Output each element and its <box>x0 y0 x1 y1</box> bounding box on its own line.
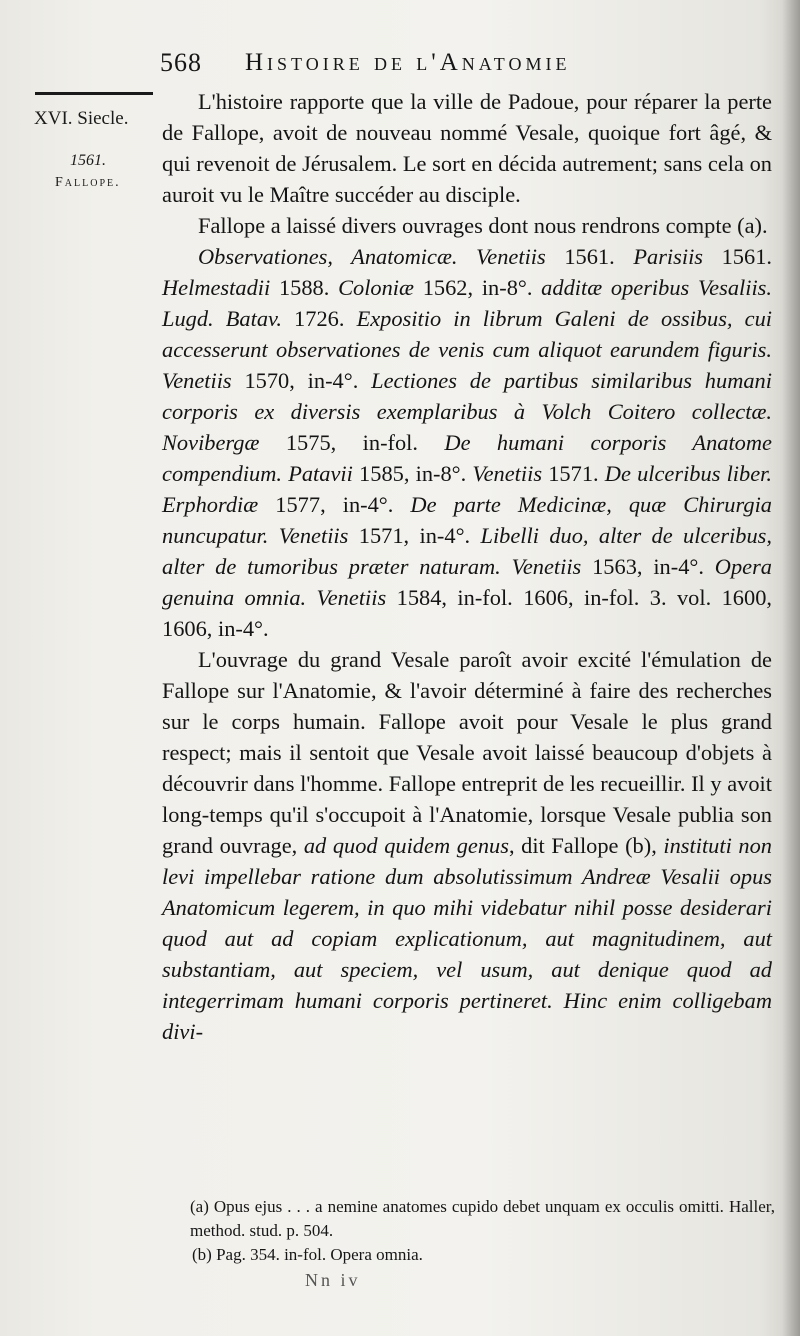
text-run: Observationes, Anatomicæ. Venetiis <box>198 244 565 269</box>
text-run: De parte Medicinæ, quæ Chirurgia nuncupatur. Venetiis <box>162 492 772 548</box>
page-gutter-shadow <box>782 0 800 1336</box>
margin-year: 1561. <box>70 152 106 169</box>
text-run: 1726. <box>294 306 357 331</box>
text-run: 1585, in-8°. <box>359 461 473 486</box>
page-number: 568 <box>160 48 202 77</box>
text-run: 1588. <box>278 275 339 300</box>
text-run: De humani corporis Anatome compendium. Patavii <box>162 430 772 486</box>
text-run: De ulceribus liber. Erphordiæ <box>162 461 772 517</box>
text-run: 1575, in-fol. <box>285 430 445 455</box>
signature-mark: Nn iv <box>305 1270 361 1290</box>
footnote-a: (a) Opus ejus . . . a nemine anatomes cupido debet unquam ex occulis omitti. Haller, method. stud. p. 504. <box>190 1197 775 1240</box>
text-run: 1561. <box>721 244 772 269</box>
text-run: Expositio in librum Galeni de ossibus, cui accesserunt observationes de venis cum aliquot earundem figuris. Venetiis <box>162 306 772 393</box>
paragraph-4 <box>162 644 772 1047</box>
text-run: instituti non levi impellebar ratione dum absolutissimum Andreæ Vesalii opus Anatomicum legerem, in quo mihi videbatur nihil posse desiderari quod aut ad copiam explicationum, aut magnitudinem, aut substantiam, aut speciem, vel usum, aut denique quod ad integerrimam humani corporis pertineret. Hinc enim colligebam divi- <box>162 833 772 1044</box>
paragraph-3 <box>162 241 772 644</box>
main-text <box>162 86 772 1047</box>
text-run: Parisiis <box>633 244 722 269</box>
margin-rule <box>35 92 153 95</box>
footnotes <box>190 1195 775 1267</box>
text-run: 1577, in-4°. <box>275 492 411 517</box>
paragraph-2: Fallope a laissé divers ouvrages dont nous rendrons compte (a). <box>198 213 768 238</box>
text-run: L'ouvrage du grand Vesale paroît avoir excité l'émulation de Fallope sur l'Anatomie, & l'avoir déterminé à faire des recherches sur le corps humain. Fallope avoit pour Vesale le plus grand respect; mais il sentoit que Vesale avoit laissé beaucoup d'objets à découvrir dans l'homme. Fallope entreprit de les recueillir. Il y avoit long-temps qu'il s'occupoit à l'Anatomie, lorsque Vesale publia son grand ouvrage, <box>162 647 772 858</box>
running-title: Histoire de l'Anatomie <box>245 49 571 76</box>
text-run: 1570, in-4°. <box>244 368 372 393</box>
text-run: Opera genuina omnia. Venetiis <box>162 554 772 610</box>
text-run: 1571. <box>548 461 605 486</box>
text-run: Coloniæ <box>338 275 423 300</box>
text-run: Libelli duo, alter de ulceribus, alter de tumoribus præter naturam. Venetiis <box>162 523 772 579</box>
margin-century: XVI. Siecle. <box>34 108 129 129</box>
text-run: 1563, in-4°. <box>592 554 715 579</box>
text-run: Helmestadii <box>162 275 279 300</box>
text-run: 1562, in-8°. <box>422 275 542 300</box>
text-run: Lectiones de partibus similaribus humani corporis ex diversis exemplaribus à Volch Coitero collectæ. Novibergæ <box>162 368 772 455</box>
text-run: 1584, in-fol. 1606, in-fol. 3. vol. 1600, 1606, in-4°. <box>162 585 772 641</box>
footnote-b: (b) Pag. 354. in-fol. Opera omnia. <box>192 1245 423 1264</box>
text-run: , dit Fallope (b), <box>508 833 664 858</box>
paragraph-1: L'histoire rapporte que la ville de Padoue, pour réparer la perte de Fallope, avoit de nouveau nommé Vesale, quoique fort âgé, & qui revenoit de Jérusalem. Le sort en décida autrement; sans cela on auroit vu le Maître succéder au disciple. <box>162 89 772 207</box>
text-run: Venetiis <box>472 461 549 486</box>
text-run: 1561. <box>564 244 634 269</box>
text-run: 1571, in-4°. <box>358 523 481 548</box>
margin-name: Fallope. <box>55 175 121 190</box>
text-run: additæ operibus Vesaliis. Lugd. Batav. <box>162 275 772 331</box>
text-run: ad quod quidem genus <box>303 833 509 858</box>
page-header <box>150 40 790 90</box>
